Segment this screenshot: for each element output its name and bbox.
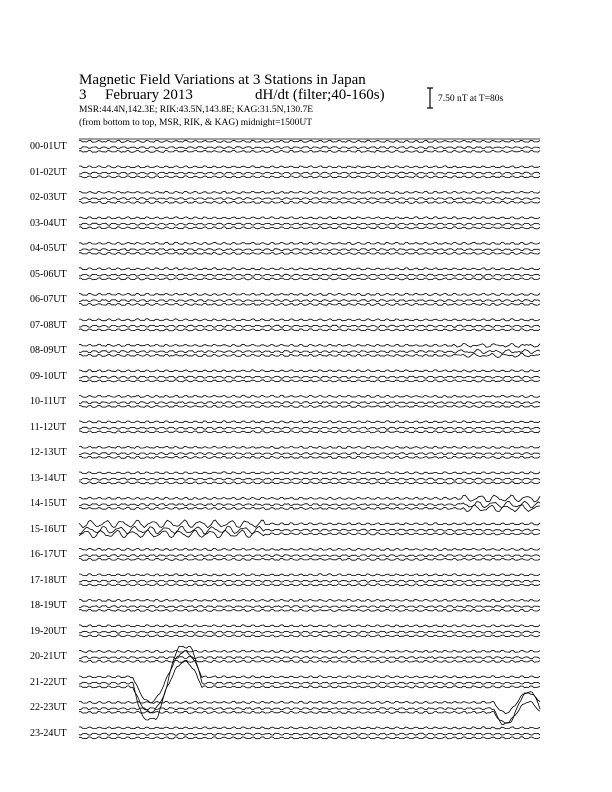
trace-RIK-05-06UT bbox=[79, 274, 540, 276]
chart-day: 3 bbox=[79, 87, 87, 103]
trace-RIK-06-07UT bbox=[79, 300, 540, 302]
trace-KAG-23-24UT bbox=[79, 727, 540, 729]
hour-row-18-19UT bbox=[79, 599, 540, 611]
trace-MSR-01-02UT bbox=[79, 176, 540, 178]
trace-MSR-05-06UT bbox=[79, 278, 540, 280]
hour-row-17-18UT bbox=[79, 574, 540, 586]
trace-MSR-20-21UT bbox=[79, 660, 540, 662]
trace-KAG-11-12UT bbox=[79, 421, 540, 423]
row-label-21-22UT: 21-22UT bbox=[30, 676, 67, 688]
trace-MSR-13-14UT bbox=[79, 482, 540, 484]
trace-MSR-06-07UT bbox=[79, 303, 540, 305]
trace-MSR-21-22UT bbox=[79, 661, 540, 713]
trace-MSR-12-13UT bbox=[79, 456, 540, 458]
station-coordinates: MSR:44.4N,142.3E; RIK:43.5N,143.8E; KAG:31.5N,130.7E bbox=[79, 105, 314, 115]
row-label-09-10UT: 09-10UT bbox=[30, 370, 67, 382]
hour-row-13-14UT bbox=[79, 472, 540, 484]
trace-MSR-10-11UT bbox=[79, 405, 540, 407]
trace-MSR-03-04UT bbox=[79, 227, 540, 229]
trace-RIK-02-03UT bbox=[79, 198, 540, 200]
trace-KAG-10-11UT bbox=[79, 395, 540, 397]
hour-row-05-06UT bbox=[79, 268, 540, 280]
hour-row-00-01UT bbox=[79, 140, 540, 152]
trace-KAG-08-09UT bbox=[79, 344, 540, 348]
hour-row-07-08UT bbox=[79, 319, 540, 331]
trace-MSR-17-18UT bbox=[79, 584, 540, 586]
trace-KAG-15-16UT bbox=[79, 520, 540, 528]
row-label-17-18UT: 17-18UT bbox=[30, 574, 67, 586]
trace-KAG-07-08UT bbox=[79, 319, 540, 321]
row-label-19-20UT: 19-20UT bbox=[30, 625, 67, 637]
trace-RIK-01-02UT bbox=[79, 172, 540, 174]
trace-MSR-09-10UT bbox=[79, 380, 540, 382]
trace-KAG-02-03UT bbox=[79, 191, 540, 193]
trace-KAG-13-14UT bbox=[79, 472, 540, 474]
trace-RIK-12-13UT bbox=[79, 453, 540, 455]
trace-MSR-19-20UT bbox=[79, 635, 540, 637]
row-label-02-03UT: 02-03UT bbox=[30, 192, 67, 203]
trace-RIK-03-04UT bbox=[79, 223, 540, 225]
row-label-08-09UT: 08-09UT bbox=[30, 345, 67, 356]
trace-RIK-09-10UT bbox=[79, 376, 540, 378]
hour-row-10-11UT bbox=[79, 395, 540, 407]
chart-month-year: February 2013 bbox=[105, 87, 193, 103]
trace-MSR-16-17UT bbox=[79, 558, 540, 560]
trace-KAG-20-21UT bbox=[79, 650, 540, 652]
trace-KAG-17-18UT bbox=[79, 574, 540, 576]
row-label-20-21UT: 20-21UT bbox=[30, 651, 67, 662]
hour-row-16-17UT bbox=[79, 548, 540, 560]
trace-RIK-11-12UT bbox=[79, 427, 540, 429]
hour-row-20-21UT bbox=[79, 650, 540, 662]
hour-row-06-07UT bbox=[79, 293, 540, 305]
row-label-16-17UT: 16-17UT bbox=[30, 549, 67, 560]
row-label-12-13UT: 12-13UT bbox=[30, 447, 67, 458]
hour-row-09-10UT bbox=[79, 370, 540, 382]
trace-RIK-18-19UT bbox=[79, 606, 540, 608]
trace-RIK-04-05UT bbox=[79, 249, 540, 251]
trace-RIK-00-01UT bbox=[79, 147, 540, 149]
trace-KAG-04-05UT bbox=[79, 242, 540, 244]
chart-title: Magnetic Field Variations at 3 Stations in Japan bbox=[79, 72, 366, 88]
trace-MSR-00-01UT bbox=[79, 150, 540, 152]
scale-bar-label: 7.50 nT at T=80s bbox=[438, 94, 504, 104]
station-order-note: (from bottom to top, MSR, RIK, & KAG) midnight=1500UT bbox=[79, 118, 313, 128]
row-label-07-08UT: 07-08UT bbox=[30, 319, 67, 331]
row-label-05-06UT: 05-06UT bbox=[30, 268, 67, 280]
trace-RIK-17-18UT bbox=[79, 580, 540, 582]
trace-RIK-16-17UT bbox=[79, 555, 540, 557]
hour-row-03-04UT bbox=[79, 217, 540, 229]
row-label-01-02UT: 01-02UT bbox=[30, 166, 67, 178]
trace-KAG-06-07UT bbox=[79, 293, 540, 295]
trace-KAG-00-01UT bbox=[79, 140, 540, 142]
row-label-06-07UT: 06-07UT bbox=[30, 294, 67, 305]
row-label-03-04UT: 03-04UT bbox=[30, 217, 67, 229]
trace-RIK-23-24UT bbox=[79, 733, 540, 735]
row-label-18-19UT: 18-19UT bbox=[30, 600, 67, 611]
hour-row-19-20UT bbox=[79, 625, 540, 637]
row-label-22-23UT: 22-23UT bbox=[30, 702, 67, 713]
trace-RIK-13-14UT bbox=[79, 478, 540, 480]
trace-KAG-14-15UT bbox=[79, 495, 540, 502]
trace-MSR-02-03UT bbox=[79, 201, 540, 203]
row-label-23-24UT: 23-24UT bbox=[30, 727, 67, 739]
hour-row-08-09UT bbox=[79, 344, 540, 358]
hour-row-12-13UT bbox=[79, 446, 540, 458]
trace-KAG-16-17UT bbox=[79, 548, 540, 550]
chart-quantity: dH/dt (filter;40-160s) bbox=[255, 87, 385, 103]
hour-row-23-24UT bbox=[79, 727, 540, 739]
hour-row-04-05UT bbox=[79, 242, 540, 254]
trace-RIK-19-20UT bbox=[79, 631, 540, 633]
trace-RIK-14-15UT bbox=[79, 501, 540, 508]
hour-row-15-16UT bbox=[79, 520, 540, 538]
trace-KAG-18-19UT bbox=[79, 599, 540, 601]
hour-row-14-15UT bbox=[79, 495, 540, 512]
trace-MSR-11-12UT bbox=[79, 431, 540, 433]
trace-MSR-18-19UT bbox=[79, 609, 540, 611]
trace-RIK-10-11UT bbox=[79, 402, 540, 404]
trace-RIK-08-09UT bbox=[79, 350, 540, 354]
trace-RIK-20-21UT bbox=[79, 657, 540, 659]
row-label-11-12UT: 11-12UT bbox=[30, 421, 67, 433]
scale-bar bbox=[427, 88, 433, 108]
hour-row-02-03UT bbox=[79, 191, 540, 203]
row-label-10-11UT: 10-11UT bbox=[30, 396, 67, 407]
trace-KAG-03-04UT bbox=[79, 217, 540, 219]
trace-KAG-12-13UT bbox=[79, 446, 540, 448]
row-label-13-14UT: 13-14UT bbox=[30, 472, 67, 484]
trace-MSR-07-08UT bbox=[79, 329, 540, 331]
trace-KAG-01-02UT bbox=[79, 166, 540, 168]
row-label-15-16UT: 15-16UT bbox=[30, 523, 67, 535]
trace-MSR-04-05UT bbox=[79, 252, 540, 254]
trace-KAG-05-06UT bbox=[79, 268, 540, 270]
hour-row-01-02UT bbox=[79, 166, 540, 178]
trace-KAG-19-20UT bbox=[79, 625, 540, 627]
row-label-00-01UT: 00-01UT bbox=[30, 141, 67, 152]
hour-row-11-12UT bbox=[79, 421, 540, 433]
trace-MSR-23-24UT bbox=[79, 737, 540, 739]
trace-MSR-08-09UT bbox=[79, 353, 540, 357]
trace-KAG-09-10UT bbox=[79, 370, 540, 372]
row-label-14-15UT: 14-15UT bbox=[30, 498, 67, 509]
trace-RIK-07-08UT bbox=[79, 325, 540, 327]
traces-group bbox=[79, 139, 540, 739]
row-label-04-05UT: 04-05UT bbox=[30, 243, 67, 254]
